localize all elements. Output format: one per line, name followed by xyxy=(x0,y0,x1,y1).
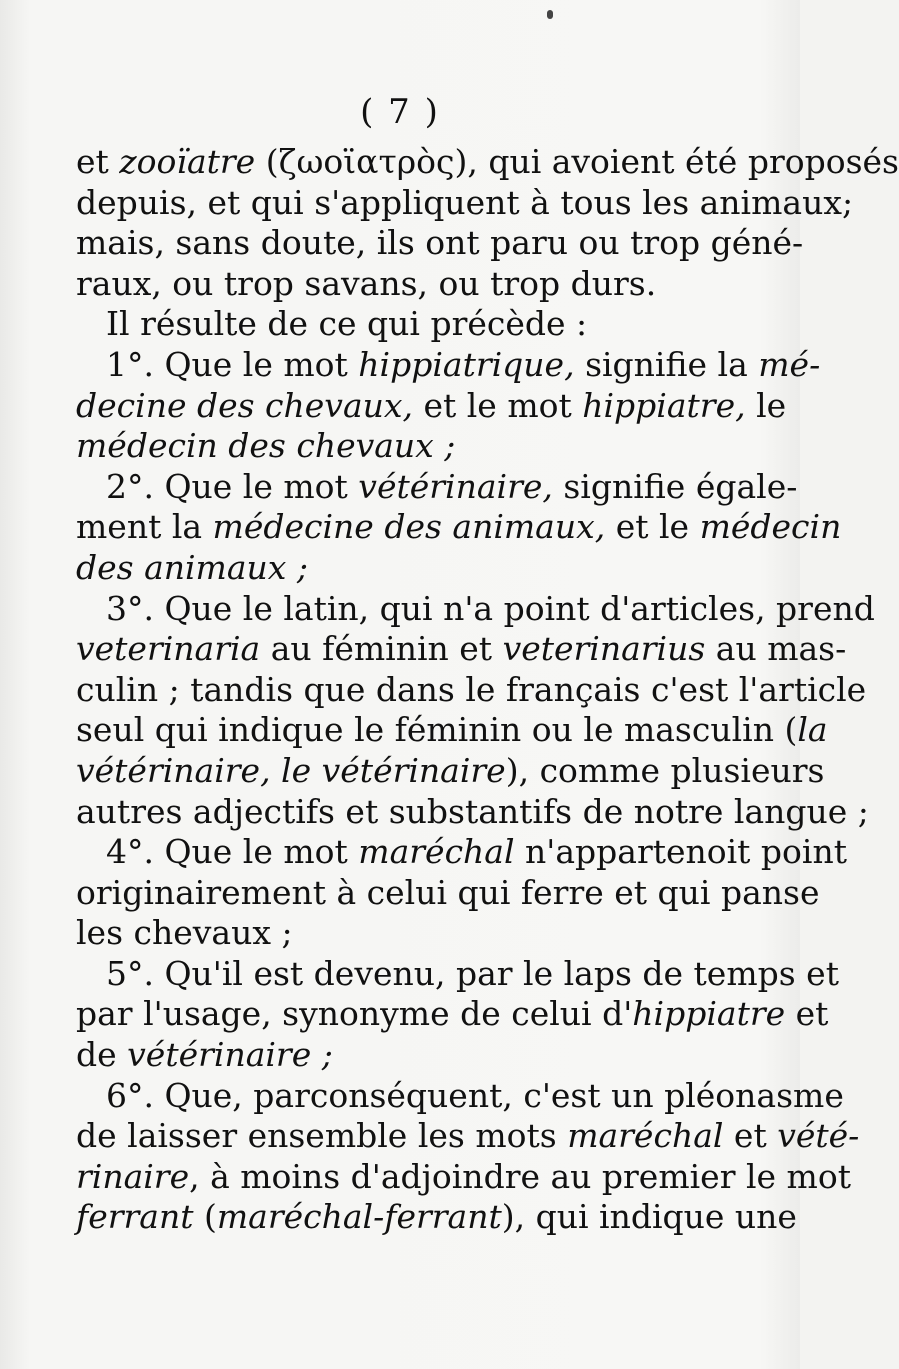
text-line xyxy=(76,913,676,954)
page-number: ( 7 ) xyxy=(360,92,440,132)
italic-text: vété- xyxy=(777,1116,860,1156)
italic-text: hippiatrique, xyxy=(358,344,575,384)
italic-text: maréchal xyxy=(358,832,515,872)
text-run: 3°. Que le latin, qui n'a point d'articles, prend xyxy=(106,588,875,628)
text-run: 6°. Que, parconséquent, c'est un pléonasme xyxy=(106,1075,844,1115)
text-line xyxy=(76,304,676,345)
text-run: mais, sans doute, ils ont paru ou trop géné- xyxy=(76,223,804,263)
text-line xyxy=(76,669,867,711)
italic-text: veterinaria xyxy=(76,629,261,669)
text-run: au mas- xyxy=(705,629,847,669)
italic-text: veterinarius xyxy=(502,629,706,669)
text-run: , à moins d'adjoindre au premier le mot xyxy=(189,1156,851,1196)
text-run: ), qui indique une xyxy=(501,1197,797,1237)
text-line xyxy=(76,791,869,833)
text-run: et xyxy=(723,1116,778,1156)
text-line xyxy=(76,588,875,630)
text-run: le xyxy=(745,385,787,425)
italic-text: hippiatre xyxy=(632,994,786,1034)
text-line xyxy=(76,872,820,914)
text-line xyxy=(76,548,676,589)
italic-text: médecin xyxy=(699,507,842,547)
italic-text: maréchal-ferrant xyxy=(216,1197,502,1237)
text-line xyxy=(76,629,847,670)
text-run: et xyxy=(76,142,120,181)
text-run: et le mot xyxy=(412,385,583,425)
text-line xyxy=(76,264,676,305)
text-run: de laisser ensemble les mots xyxy=(76,1116,568,1156)
text-line xyxy=(76,832,847,873)
italic-text: médecin des chevaux ; xyxy=(76,426,456,466)
italic-text: vétérinaire, le vétérinaire xyxy=(76,750,506,790)
text-line xyxy=(76,426,676,467)
text-line xyxy=(76,710,828,751)
text-run: ment la xyxy=(76,507,213,547)
text-run: par l'usage, synonyme de celui d' xyxy=(76,994,633,1034)
text-line xyxy=(76,182,854,224)
text-run: signifie la xyxy=(574,344,759,384)
italic-text: rinaire xyxy=(76,1156,190,1196)
text-line xyxy=(76,994,829,1035)
text-run: ), comme plusieurs xyxy=(505,750,825,790)
text-run: originairement à celui qui ferre et qui panse xyxy=(76,872,820,912)
text-run: signifie égale- xyxy=(552,466,798,506)
text-run: les chevaux ; xyxy=(76,913,293,953)
text-line xyxy=(76,1156,851,1198)
italic-text: decine des chevaux, xyxy=(76,385,413,425)
text-run: de xyxy=(76,1035,128,1075)
italic-text: la xyxy=(797,710,828,750)
text-run: ( xyxy=(193,1197,217,1237)
italic-text: maréchal xyxy=(567,1116,724,1156)
text-run: depuis, et qui s'appliquent à tous les animaux; xyxy=(76,182,854,222)
text-run: 5°. Qu'il est devenu, par le laps de temps et xyxy=(106,953,839,993)
text-run: autres adjectifs et substantifs de notre langue ; xyxy=(76,791,869,831)
text-run: 1°. Que le mot xyxy=(106,344,359,384)
text-line xyxy=(76,344,821,386)
text-run: 4°. Que le mot xyxy=(106,832,359,872)
italic-text: zooïatre xyxy=(119,142,256,181)
text-line xyxy=(76,1197,797,1238)
text-line xyxy=(76,466,798,508)
text-line xyxy=(76,507,842,548)
text-run: (ζωοϊατρὸς), qui avoient été proposés xyxy=(255,142,899,181)
italic-text: médecine des animaux, xyxy=(212,507,606,547)
text-run: culin ; tandis que dans le français c'est l'article xyxy=(76,669,867,709)
ink-speck xyxy=(547,10,553,19)
text-run: n'appartenoit point xyxy=(514,832,847,872)
text-line xyxy=(76,1075,844,1117)
body-text xyxy=(76,142,899,1238)
italic-text: ferrant xyxy=(76,1197,194,1237)
text-line xyxy=(76,750,825,792)
italic-text: mé- xyxy=(758,344,821,384)
text-run: et le xyxy=(605,507,700,547)
text-run: et xyxy=(785,994,829,1034)
text-run: au féminin et xyxy=(260,629,503,669)
text-run: raux, ou trop savans, ou trop durs. xyxy=(76,263,657,303)
italic-text: hippiatre, xyxy=(582,385,746,425)
text-line xyxy=(76,1116,860,1157)
italic-text: vétérinaire ; xyxy=(127,1035,333,1075)
italic-text: des animaux ; xyxy=(76,547,308,587)
text-line xyxy=(76,223,804,264)
text-line xyxy=(76,142,899,183)
text-line xyxy=(76,953,839,995)
italic-text: vétérinaire, xyxy=(358,466,553,506)
text-run: seul qui indique le féminin ou le masculin ( xyxy=(76,710,798,750)
text-run: Il résulte de ce qui précède : xyxy=(106,304,588,344)
text-run: 2°. Que le mot xyxy=(106,466,359,506)
text-line xyxy=(76,385,787,427)
text-line xyxy=(76,1035,676,1076)
